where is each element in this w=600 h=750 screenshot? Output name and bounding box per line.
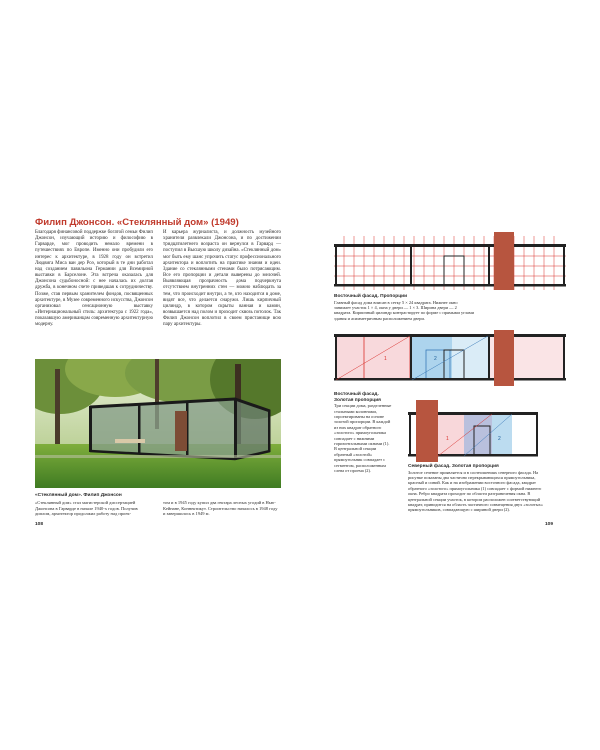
label-1: 1	[384, 356, 387, 362]
diagram-1-text: Главный фасад дома вписан в сетку 5 × 24 квадрата. Нижнее окно занимает участок 1 × 4, окна у двери — 1 × 3. Ширина двери — 2 квадрата. Кирпичный цилиндр контрастирует по форме с прямыми углами здания и асимметричным расположением двери.	[334, 299, 474, 321]
photo-caption-2: том и в 1945 году купил два гектара лесных угодий в Нью-Кейнане, Коннектикут. Строительство началось в 1948 году и завершилось в 1949 м.	[163, 500, 278, 517]
diagram-3-text: Золотое сечение проявляется и в соотношениях северного фасада. На рисунке показаны два частично перекрывающихся прямоугольника, красный и синий. Как и на изображении восточного фасада, квадрат обратного «золотого» прямоугольника (1) совпадает с формой нижнего окна. Ребро квадрата проходит по области разграничения окна. В центральной секции участок, в котором расположен соответствующий квадрат, приводится на область частичного совмещения двух «золотых» прямоугольников, совпадающую с шириной двери (2).	[408, 469, 543, 513]
page-number-right: 109	[544, 522, 553, 527]
diagram-2-caption	[334, 392, 392, 473]
page-title: Филип Джонсон. «Стеклянный дом» (1949)	[35, 217, 239, 228]
east-facade-grid-diagram	[334, 232, 566, 295]
diagram-3-title: Северный фасад. Золотая пропорция	[408, 464, 499, 469]
label-2b: 2	[498, 436, 501, 442]
east-facade-golden-diagram	[334, 330, 566, 391]
diagram-2-title: Восточный фасад. Золотая пропорция	[334, 392, 381, 403]
photo-caption-title: «Стеклянный дом». Филип Джонсон	[35, 493, 122, 498]
left-page	[24, 206, 299, 536]
glass-house-photo	[35, 359, 281, 488]
body-column-1: Благодаря финансовой поддержке богатой семьи Филип Джонсон, изучающий историю и философию в Гарварде, мог проводить немало времени в путешествиях по Европе. Именно они пробудили его интерес к архитектуре, в 1928 году он встретил Людвига Миса ван дер Роэ, который в те дни работал над созданием павильона Германии для Всемирной выставки в Барселоне. Эта встреча оказалась для Джонсона судьбоносной: с нее началась их долгая дружба, в конечном счете приведшая к сотрудничеству. Позже, став первым хранителем фондов, посвященных архитектуре, в Музее современного искусства, Джонсон организовал сенсационную выставку «Интернациональный стиль: архитектура с 1922 года», показавшую американцам современную архитектурную модерну.	[35, 230, 153, 328]
label-1b: 1	[446, 436, 449, 442]
diagram-3-caption	[408, 464, 548, 513]
page-number-left: 108	[35, 522, 44, 527]
north-facade-golden-diagram	[408, 400, 538, 467]
diagram-2-text: Три секции дома, разделенные стальными колоннами, спроектированы на основе золотой пропорции. В каждой из них квадрат обратного «золотого» прямоугольника совпадает с нижними горизонтальными окнами (1). В центральной секции обратный «золотой» прямоугольник совпадает с сегментом, расположенным слева от проема (2).	[334, 403, 392, 474]
right-page	[304, 206, 577, 536]
body-column-2: И карьера журналиста, и должность музейного хранителя развлекали Джонсона, и по достижении тридцатилетнего возраста он вернулся в Гарвард — поступил в Высшую школу дизайна. «Стеклянный дом» мог быть ему шанс упрочить статус профессионального архитектора и воплотить на практике знания и идеи. Здание со стеклянными стенами было потрясающим. Все его пропорции и детали выверены до мелочей. Выявляющая прозрачность дома подчеркнута отсутствием внутренних стен — можно наблюдать за тем, что происходит внутри, а те, кто находится в доме, видят все, что делается снаружи. Лишь кирпичный цилиндр, в котором скрыты ванная и камин, возвышается над полом и проходит сквозь потолок. Так Филип Джонсон воплотил в своем пристанище всю пару архитектуры.	[163, 230, 281, 328]
diagram-1-title: Восточный фасад. Пропорции	[334, 294, 408, 299]
book-spread	[24, 206, 577, 536]
photo-caption-1: «Стеклянный дом» стал магистерской диссертацией Джонсона в Гарварде в начале 1940-х годов. Получив диплом, архитектор продолжил работу над проек-	[35, 500, 138, 517]
diagram-1-caption	[334, 294, 474, 321]
label-2: 2	[434, 356, 437, 362]
